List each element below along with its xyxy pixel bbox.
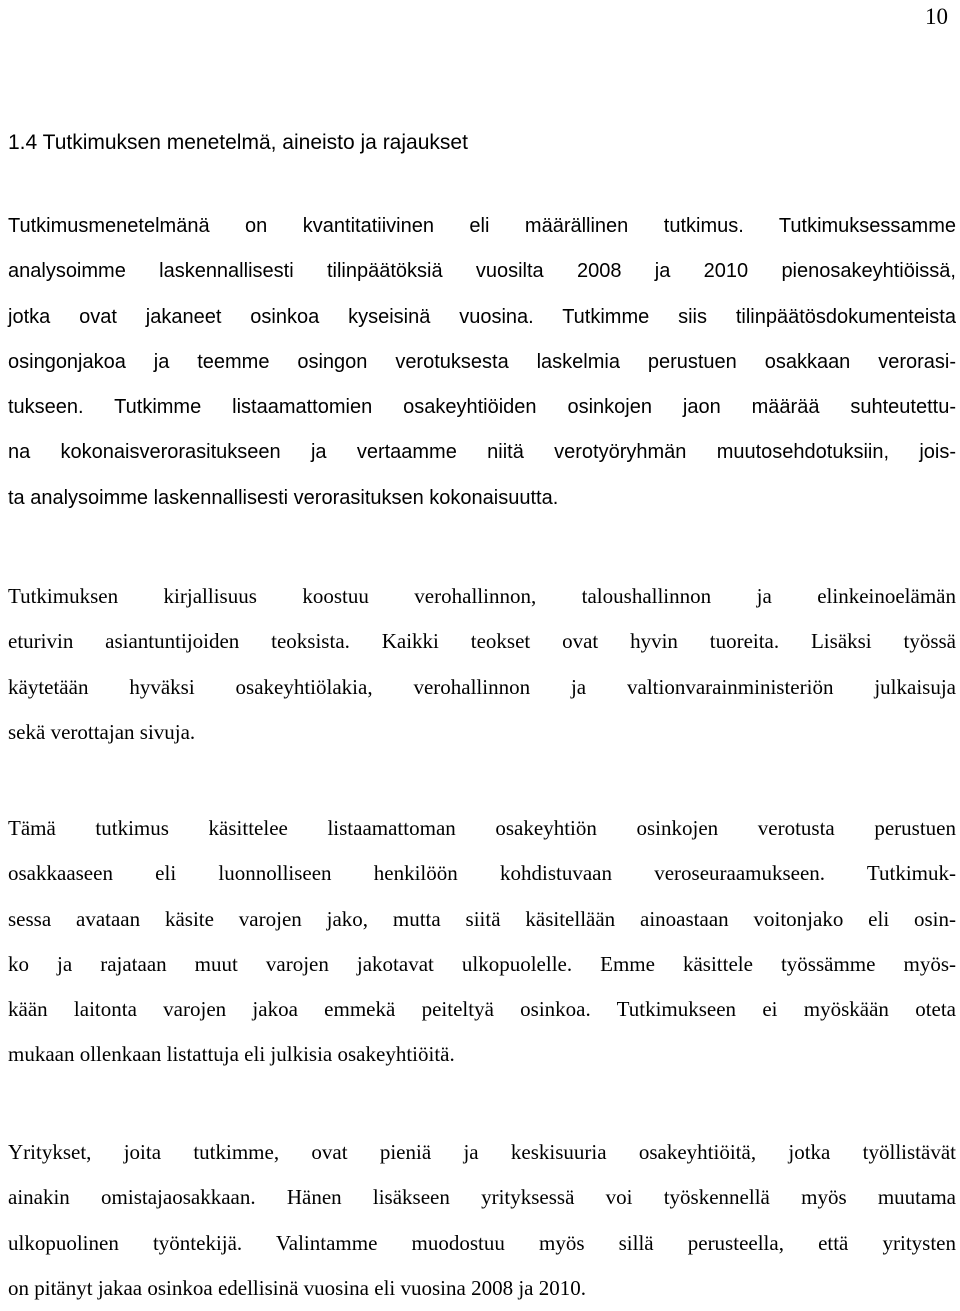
paragraph-line: on pitänyt jakaa osinkoa edellisinä vuosina eli vuosina 2008 ja 2010. xyxy=(8,1275,586,1300)
paragraph-line: sekä verottajan sivuja. xyxy=(8,719,196,744)
paragraph-scope xyxy=(8,806,956,1078)
paragraph-line: jotka ovat jakaneet osinkoa kyseisinä vuosina. Tutkimme siis tilinpäätösdokumenteista xyxy=(8,305,956,328)
paragraph-line: kään laitonta varojen jakoa emmekä peiteltyä osinkoa. Tutkimukseen ei myöskään oteta xyxy=(8,997,956,1022)
paragraph-line: osingonjakoa ja teemme osingon verotuksesta laskelmia perustuen osakkaan verorasi- xyxy=(8,350,956,373)
paragraph-line: Yritykset, joita tutkimme, ovat pieniä ja keskisuuria osakeyhtiöitä, jotka työllistävät xyxy=(8,1140,956,1164)
paragraph-line: ulkopuolinen työntekijä. Valintamme muodostuu myös sillä perusteella, että yritysten xyxy=(8,1230,956,1255)
paragraph-line: sessa avataan käsite varojen jako, mutta siitä käsitellään ainoastaan voitonjako eli osin- xyxy=(8,906,956,931)
paragraph-line: ta analysoimme laskennallisesti verorasituksen kokonaisuutta. xyxy=(8,486,559,509)
paragraph-line: osakkaaseen eli luonnolliseen henkilöön kohdistuvaan veroseuraamukseen. Tutkimuk- xyxy=(8,861,956,886)
paragraph-method xyxy=(8,204,956,521)
paragraph-line: käytetään hyväksi osakeyhtiölakia, verohallinnon ja valtionvarainministeriön julkaisuja xyxy=(8,674,956,699)
paragraph-line: ko ja rajataan muut varojen jakotavat ulkopuolelle. Emme käsittele työssämme myös- xyxy=(8,951,956,976)
paragraph-line: Tämä tutkimus käsittelee listaamattoman osakeyhtiön osinkojen verotusta perustuen xyxy=(8,816,956,840)
paragraph-companies xyxy=(8,1130,956,1311)
paragraph-line: eturivin asiantuntijoiden teoksista. Kaikki teokset ovat hyvin tuoreita. Lisäksi työssä xyxy=(8,629,956,654)
paragraph-literature xyxy=(8,574,956,755)
paragraph-line: analysoimme laskennallisesti tilinpäätöksiä vuosilta 2008 ja 2010 pienosakeyhtiöissä, xyxy=(8,260,956,283)
paragraph-line: Tutkimuksen kirjallisuus koostuu verohallinnon, taloushallinnon ja elinkeinoelämän xyxy=(8,584,956,608)
paragraph-line: mukaan ollenkaan listattuja eli julkisia osakeyhtiöitä. xyxy=(8,1042,455,1067)
section-heading: 1.4 Tutkimuksen menetelmä, aineisto ja rajaukset xyxy=(8,131,468,154)
page-number: 10 xyxy=(925,4,948,29)
paragraph-line: ainakin omistajaosakkaan. Hänen lisäkseen yrityksessä voi työskennellä myös muutama xyxy=(8,1185,956,1210)
paragraph-line: na kokonaisverorasitukseen ja vertaamme niitä verotyöryhmän muutosehdotuksiin, jois- xyxy=(8,441,956,464)
paragraph-line: tukseen. Tutkimme listaamattomien osakeyhtiöiden osinkojen jaon määrää suhteutettu- xyxy=(8,396,956,419)
paragraph-line: Tutkimusmenetelmänä on kvantitatiivinen eli määrällinen tutkimus. Tutkimuksessamme xyxy=(8,215,956,237)
